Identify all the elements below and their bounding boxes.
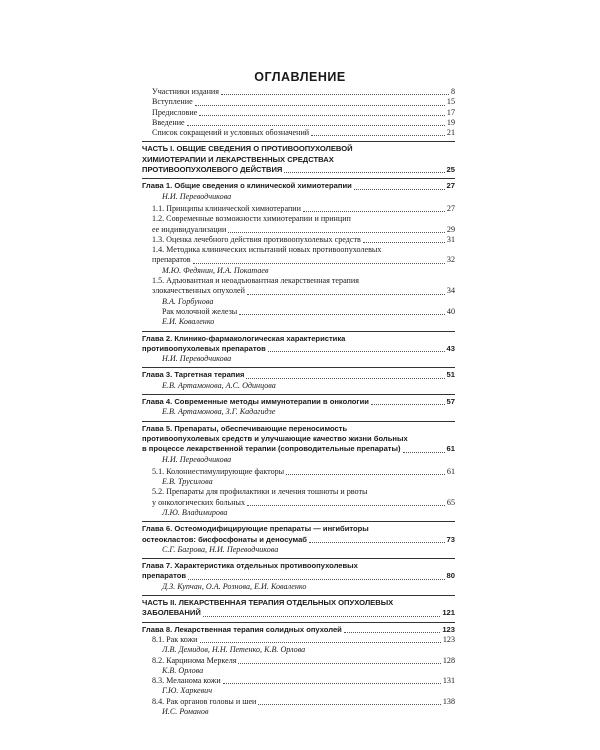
leader-dots: [187, 124, 445, 126]
leader-dots: [188, 578, 445, 580]
section-author: Е.И. Коваленко: [162, 317, 215, 327]
toc-entry-chapter-5[interactable]: в процессе лекарственной терапии (сопроводительные препараты) 61: [142, 444, 455, 454]
chapter-7-title-line-1: Глава 7. Характеристика отдельных противоопухолевых: [142, 561, 358, 571]
section-author: Л.В. Демидов, Н.Н. Петенко, К.В. Орлова: [162, 645, 306, 655]
toc-entry-section-1-4[interactable]: препаратов 32: [152, 255, 455, 265]
chapter-author: Е.В. Артамонова, А.С. Одинцова: [162, 380, 276, 390]
leader-dots: [354, 188, 445, 190]
chapter-author: Д.З. Купчан, О.А. Рознова, Е.И. Коваленко: [162, 581, 307, 591]
divider: [142, 421, 455, 422]
chapter-author: С.Г. Багрова, Н.И. Переводчикова: [162, 544, 279, 554]
toc-entry-section-1-1[interactable]: 1.1. Принципы клинической химиотерапии 27: [152, 203, 455, 213]
leader-dots: [371, 403, 445, 405]
divider: [142, 331, 455, 332]
leader-dots: [221, 93, 449, 95]
toc-entry-section-8-4[interactable]: 8.4. Рак органов головы и шеи 138: [152, 696, 455, 706]
part-1-title-line-2: ХИМИОТЕРАПИИ И ЛЕКАРСТВЕННЫХ СРЕДСТВАХ: [142, 154, 334, 164]
leader-dots: [228, 231, 445, 233]
table-of-contents: [142, 87, 455, 717]
divider: [142, 178, 455, 179]
divider: [142, 595, 455, 596]
divider: [142, 141, 455, 142]
toc-entry-section-1-5[interactable]: злокачественных опухолей 34: [152, 286, 455, 296]
section-author: М.Ю. Федянин, И.А. Покатаев: [162, 265, 269, 275]
toc-entry-breast-cancer[interactable]: Рак молочной железы 40: [162, 306, 455, 316]
leader-dots: [268, 350, 445, 352]
toc-entry-chapter-3[interactable]: Глава 3. Таргетная терапия 51: [142, 370, 455, 380]
section-author: Л.Ю. Владимирова: [162, 507, 228, 517]
section-1-4-line-1: 1.4. Методика клинических испытаний новых противоопухолевых: [152, 245, 382, 255]
section-author: Г.Ю. Харкевич: [162, 686, 213, 696]
leader-dots: [200, 641, 441, 643]
section-author: И.С. Романов: [162, 707, 209, 717]
toc-entry-section-1-3[interactable]: 1.3. Оценка лечебного действия противоопухолевых средств 31: [152, 234, 455, 244]
leader-dots: [311, 134, 445, 136]
divider: [142, 394, 455, 395]
part-1-title-line-1: ЧАСТЬ I. ОБЩИЕ СВЕДЕНИЯ О ПРОТИВООПУХОЛЕВОЙ: [142, 144, 353, 154]
toc-entry-preface[interactable]: Предисловие 17: [152, 107, 455, 117]
toc-entry-chapter-8[interactable]: Глава 8. Лекарственная терапия солидных опухолей 123: [142, 624, 455, 634]
leader-dots: [303, 210, 445, 212]
toc-entry-introduction[interactable]: Введение 19: [152, 117, 455, 127]
toc-entry-chapter-2[interactable]: противоопухолевых препаратов 43: [142, 343, 455, 353]
toc-entry-chapter-6[interactable]: остеокластов: бисфосфонаты и деносумаб 73: [142, 534, 455, 544]
leader-dots: [246, 377, 444, 379]
part-2-title-line-1: ЧАСТЬ II. ЛЕКАРСТВЕННАЯ ТЕРАПИЯ ОТДЕЛЬНЫХ ОПУХОЛЕВЫХ: [142, 598, 394, 608]
chapter-5-title-line-2: противоопухолевых средств и улучшающие качество жизни больных: [142, 433, 408, 443]
toc-entry-section-5-1[interactable]: 5.1. Колониестимулирующие факторы 61: [152, 466, 455, 476]
section-5-2-line-1: 5.2. Препараты для профилактики и лечения тошноты и рвоты: [152, 487, 368, 497]
toc-entry-section-8-2[interactable]: 8.2. Карцинома Меркеля 128: [152, 655, 455, 665]
leader-dots: [309, 541, 445, 543]
section-1-5-line-1: 1.5. Адъювантная и неоадъювантная лекарственная терапия: [152, 276, 359, 286]
toc-entry-part-2[interactable]: ЗАБОЛЕВАНИЙ 121: [142, 608, 455, 618]
leader-dots: [247, 504, 445, 506]
leader-dots: [199, 114, 445, 116]
section-author: К.В. Орлова: [162, 665, 204, 675]
section-1-2-line-1: 1.2. Современные возможности химиотерапии и принцип: [152, 214, 351, 224]
toc-entry-section-5-2[interactable]: у онкологических больных 65: [152, 497, 455, 507]
toc-entry-part-1[interactable]: ПРОТИВООПУХОЛЕВОГО ДЕЙСТВИЯ 25: [142, 165, 455, 175]
leader-dots: [193, 262, 445, 264]
toc-entry-chapter-1[interactable]: Глава 1. Общие сведения о клинической химиотерапии 27: [142, 181, 455, 191]
divider: [142, 622, 455, 623]
chapter-author: Е.В. Артамонова, З.Г. Кадагидзе: [162, 407, 276, 417]
leader-dots: [258, 703, 440, 705]
leader-dots: [247, 293, 445, 295]
page-title: ОГЛАВЛЕНИЕ: [254, 70, 346, 84]
leader-dots: [238, 662, 440, 664]
chapter-5-title-line-1: Глава 5. Препараты, обеспечивающие переносимость: [142, 423, 348, 433]
leader-dots: [403, 451, 445, 453]
leader-dots: [239, 313, 445, 315]
leader-dots: [286, 473, 445, 475]
leader-dots: [223, 682, 441, 684]
leader-dots: [203, 615, 441, 617]
divider: [142, 558, 455, 559]
toc-entry-chapter-7[interactable]: препаратов 80: [142, 571, 455, 581]
leader-dots: [284, 171, 444, 173]
chapter-author: Н.И. Переводчикова: [162, 354, 232, 364]
divider: [142, 367, 455, 368]
chapter-2-title-line-1: Глава 2. Клинико-фармакологическая характеристика: [142, 333, 346, 343]
chapter-6-title-line-1: Глава 6. Остеомодифицирующие препараты — ингибиторы: [142, 524, 369, 534]
divider: [142, 521, 455, 522]
chapter-author: Н.И. Переводчикова: [162, 454, 232, 464]
toc-entry-section-8-3[interactable]: 8.3. Меланома кожи 131: [152, 676, 455, 686]
toc-entry-abbreviations[interactable]: Список сокращений и условных обозначений 21: [152, 128, 455, 138]
section-author: Е.В. Трусилова: [162, 477, 213, 487]
toc-entry-intro[interactable]: Вступление 15: [152, 97, 455, 107]
leader-dots: [363, 241, 445, 243]
toc-entry-section-8-1[interactable]: 8.1. Рак кожи 123: [152, 634, 455, 644]
section-author: В.А. Горбунова: [162, 296, 214, 306]
chapter-author: Н.И. Переводчикова: [162, 191, 232, 201]
toc-entry-section-1-2[interactable]: ее индивидуализации 29: [152, 224, 455, 234]
leader-dots: [344, 631, 440, 633]
leader-dots: [195, 104, 445, 106]
toc-entry-chapter-4[interactable]: Глава 4. Современные методы иммунотерапии в онкологии 57: [142, 397, 455, 407]
toc-entry-participants[interactable]: Участники издания 8: [152, 87, 455, 96]
